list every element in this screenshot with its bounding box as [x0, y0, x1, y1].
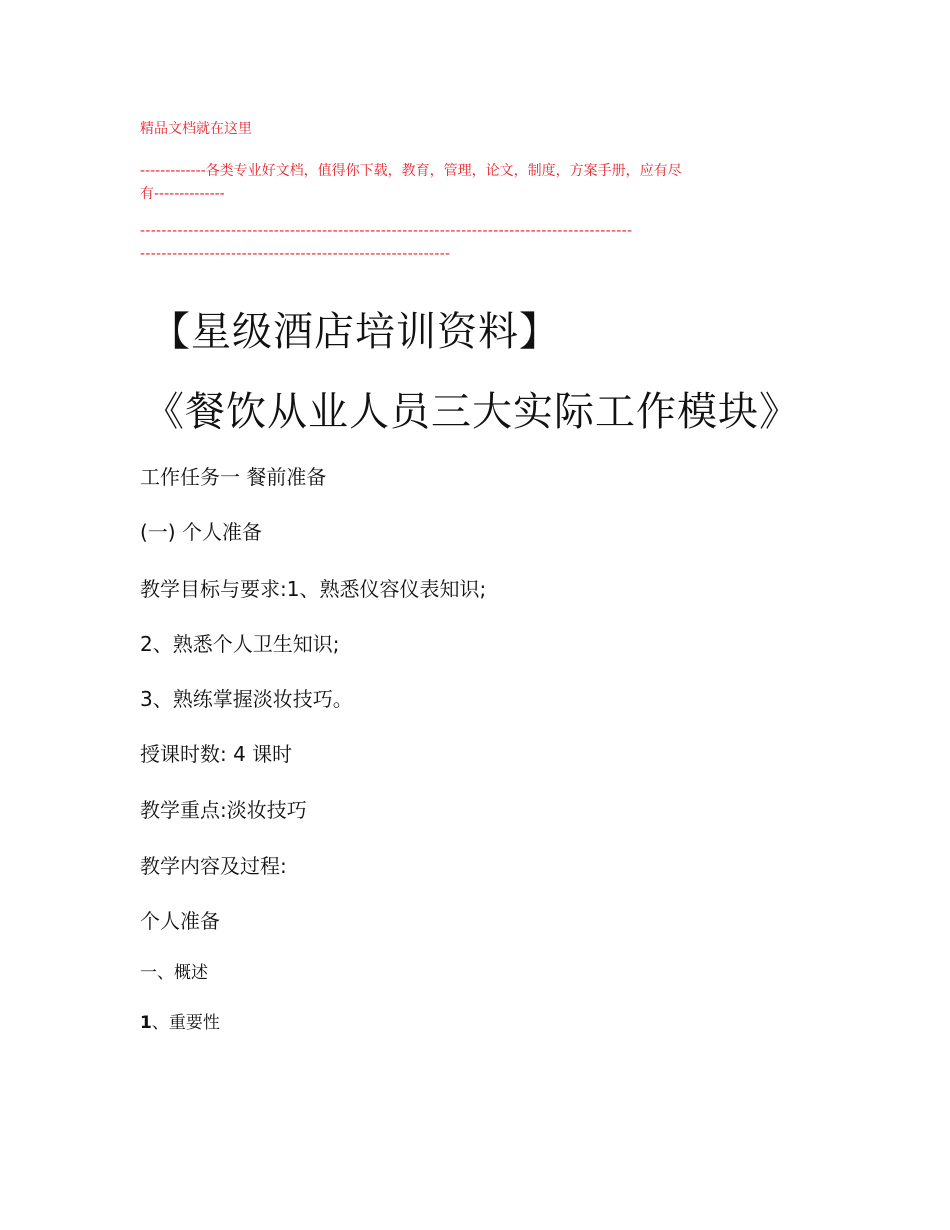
task-heading: 工作任务一 餐前准备 [140, 465, 327, 489]
header-divider-line2: ---------------------------------------------------------- [140, 246, 451, 262]
document-title: 【星级酒店培训资料】 [150, 309, 560, 355]
header-description-line1: -------------各类专业好文档，值得你下载，教育，管理，论文，制度，方案手册，应有尽 [140, 163, 682, 179]
header-label: 精品文档就在这里 [140, 121, 252, 137]
header-description-line2: 有-------------- [140, 186, 225, 202]
header-divider-line1: -------------------------------------------------------------------------------------------- [140, 223, 633, 239]
section-heading: (一) 个人准备 [140, 520, 262, 544]
importance-item [140, 1008, 220, 1033]
importance-item-text: 、重要性 [151, 1013, 220, 1033]
overview-heading: 一、概述 [140, 963, 208, 983]
teaching-hours: 授课时数: 4 课时 [140, 742, 293, 766]
teaching-focus: 教学重点:淡妆技巧 [140, 798, 307, 822]
goal-line-3: 3、熟练掌握淡妆技巧。 [140, 687, 353, 711]
importance-item-number: 1 [140, 1013, 152, 1033]
goal-line-1: 教学目标与要求:1、熟悉仪容仪表知识; [140, 577, 487, 601]
goal-line-2: 2、熟悉个人卫生知识; [140, 632, 340, 656]
teaching-content: 教学内容及过程: [140, 854, 287, 878]
document-subtitle: 《餐饮从业人员三大实际工作模块》 [144, 389, 800, 435]
personal-prep-heading: 个人准备 [140, 909, 220, 933]
